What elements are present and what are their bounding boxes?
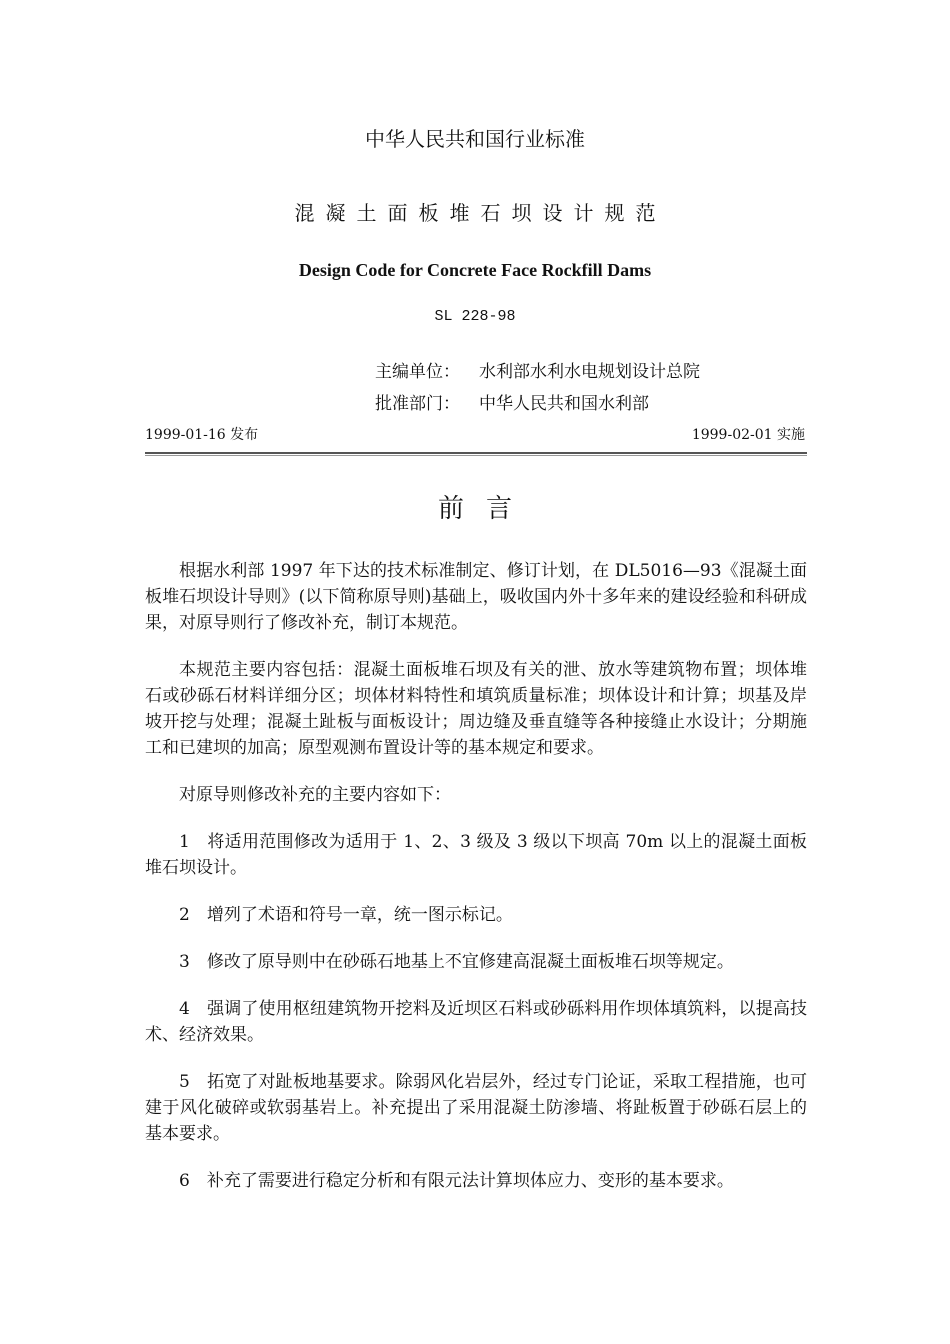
revision-item: 2 增列了术语和符号一章，统一图示标记。 <box>179 905 513 925</box>
approving-department-value: 中华人民共和国水利部 <box>479 394 649 414</box>
chief-editor-label: 主编单位： <box>375 362 460 382</box>
header-divider <box>145 452 807 456</box>
foreword-heading: 前言 <box>437 494 534 524</box>
approving-department-label: 批准部门： <box>375 394 460 414</box>
revision-item: 1 将适用范围修改为适用于 1、2、3 级及 3 级以下坝高 70m 以上的混凝土面板堆石坝设计。 <box>145 832 807 878</box>
foreword-paragraph: 对原导则修改补充的主要内容如下： <box>179 785 451 805</box>
revision-item: 3 修改了原导则中在砂砾石地基上不宜修建高混凝土面板堆石坝等规定。 <box>179 952 734 972</box>
revision-item: 6 补充了需要进行稳定分析和有限元法计算坝体应力、变形的基本要求。 <box>179 1171 734 1191</box>
standard-type-heading: 中华人民共和国行业标准 <box>365 127 585 151</box>
chief-editor-value: 水利部水利水电规划设计总院 <box>479 362 700 382</box>
revision-item: 5 拓宽了对趾板地基要求。除弱风化岩层外，经过专门论证，采取工程措施，也可建于风化破碎或软弱基岩上。补充提出了采用混凝土防渗墙、将趾板置于砂砾石层上的基本要求。 <box>145 1072 807 1144</box>
approving-department-row <box>375 389 649 414</box>
issue-date: 1999-01-16 发布 <box>145 427 259 443</box>
standard-code-number: SL 228-98 <box>434 308 516 325</box>
revision-item: 4 强调了使用枢纽建筑物开挖料及近坝区石料或砂砾料用作坝体填筑料，以提高技术、经济效果。 <box>145 999 807 1045</box>
chief-editor-row <box>375 357 700 382</box>
effective-date: 1999-02-01 实施 <box>691 427 805 443</box>
foreword-paragraph: 本规范主要内容包括：混凝土面板堆石坝及有关的泄、放水等建筑物布置；坝体堆石或砂砾石材料详细分区；坝体材料特性和填筑质量标准；坝体设计和计算；坝基及岸坡开挖与处理；混凝土趾板与面板设计；周边缝及垂直缝等各种接缝止水设计；分期施工和已建坝的加高；原型观测布置设计等的基本规定和要求。 <box>145 660 807 758</box>
foreword-paragraph: 根据水利部 1997 年下达的技术标准制定、修订计划，在 DL5016—93《混凝土面板堆石坝设计导则》(以下简称原导则)基础上，吸收国内外十多年来的建设经验和科研成果，对原导则行了修改补充，制订本规范。 <box>145 561 807 633</box>
english-title: Design Code for Concrete Face Rockfill Dams <box>298 260 652 280</box>
foreword-body <box>145 558 807 1215</box>
chinese-title: 混凝土面板堆石坝设计规范 <box>294 201 667 225</box>
